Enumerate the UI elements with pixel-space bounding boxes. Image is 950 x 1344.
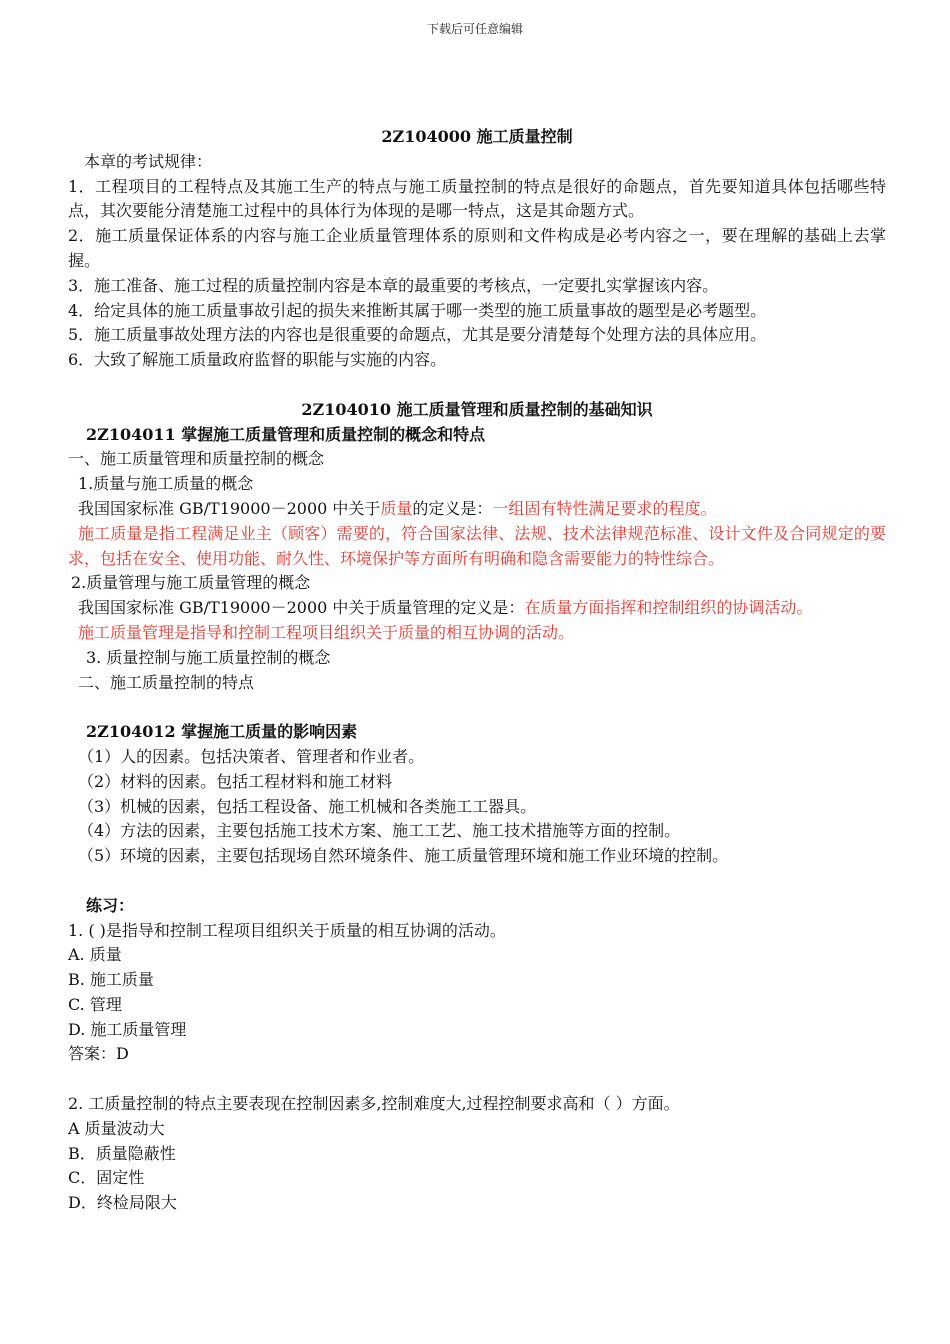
practice-heading: 练习： [86,895,135,915]
question-stem: 2. 工质量控制的特点主要表现在控制因素多,控制难度大,过程控制要求高和（ ）方面。 [68,1094,680,1114]
rule-item: 3．施工准备、施工过程的质量控制内容是本章的最重要的考核点，一定要扎实掌握该内容。 [68,275,719,295]
document-body [68,125,886,1216]
factor-item: （1）人的因素。包括决策者、管理者和作业者。 [78,746,425,766]
factor-item: （2）材料的因素。包括工程材料和施工材料 [78,771,393,791]
question-option: B. 施工质量 [68,970,154,990]
rules-heading: 本章的考试规律： [84,151,213,171]
question-option: B．质量隐蔽性 [68,1143,176,1163]
item-heading: 2.质量管理与施工质量管理的概念 [71,573,311,593]
factor-item: （4）方法的因素，主要包括施工技术方案、施工工艺、施工技术措施等方面的控制。 [78,821,681,841]
part-heading: 一、施工质量管理和质量控制的概念 [68,449,325,469]
rule-item: 1．工程项目的工程特点及其施工生产的特点与施工质量控制的特点是很好的命题点，首先要知道具体包括哪些特点，其次要能分清楚施工过程中的具体行为体现的是哪一特点，这是其命题方式。 [68,176,886,221]
item-heading: 1.质量与施工质量的概念 [78,474,254,494]
question-option: C．固定性 [68,1168,145,1188]
question-option: D. 施工质量管理 [68,1019,187,1039]
header-note: 下载后可任意编辑 [426,22,523,36]
definition-highlight: 在质量方面指挥和控制组织的协调活动。 [524,598,813,618]
question-option: A 质量波动大 [68,1118,165,1138]
rule-item: 5．施工质量事故处理方法的内容也是很重要的命题点，尤其是要分清楚每个处理方法的具体应用。 [68,325,767,345]
rule-item: 2．施工质量保证体系的内容与施工企业质量管理体系的原则和文件构成是必考内容之一，要在理解的基础上去掌握。 [68,226,886,270]
question-option: D．终检局限大 [68,1193,177,1213]
definition-line: 我国国家标准 GB/T19000－2000 中关于质量管理的定义是：在质量方面指挥和控制组织的协调活动。 [78,598,813,618]
question-option: A. 质量 [68,945,122,965]
rule-item: 6．大致了解施工质量政府监督的职能与实施的内容。 [68,350,447,370]
question-stem: 1. ( )是指导和控制工程项目组织关于质量的相互协调的活动。 [68,920,506,940]
definition-paragraph: 施工质量管理是指导和控制工程项目组织关于质量的相互协调的活动。 [78,622,575,642]
highlight-term: 质量 [380,498,413,518]
chapter-title: 2Z104000 施工质量控制 [381,127,573,146]
question-answer: 答案：D [68,1044,129,1064]
subsection-title: 2Z104012 掌握施工质量的影响因素 [86,722,358,742]
factor-item: （3）机械的因素，包括工程设备、施工机械和各类施工工器具。 [78,796,537,816]
factor-item: （5）环境的因素，主要包括现场自然环境条件、施工质量管理环境和施工作业环境的控制。 [78,846,729,866]
subsection-title: 2Z104011 掌握施工质量管理和质量控制的概念和特点 [86,424,486,444]
definition-paragraph: 施工质量是指工程满足业主（顾客）需要的，符合国家法律、法规、技术法律规范标准、设计文件及合同规定的要求，包括在安全、使用功能、耐久性、环境保护等方面所有明确和隐含需要能力的特性综合。 [68,523,886,568]
question-option: C. 管理 [68,994,122,1014]
item-heading: 3. 质量控制与施工质量控制的概念 [86,647,331,667]
rule-item: 4．给定具体的施工质量事故引起的损失来推断其属于哪一类型的施工质量事故的题型是必考题型。 [68,300,767,320]
definition-highlight: 一组固有特性满足要求的程度。 [492,498,717,518]
definition-line: 我国国家标准 GB/T19000－2000 中关于质量的定义是：一组固有特性满足要求的程度。 [78,498,717,518]
section-title: 2Z104010 施工质量管理和质量控制的基础知识 [301,399,653,419]
part-heading: 二、施工质量控制的特点 [78,672,255,692]
